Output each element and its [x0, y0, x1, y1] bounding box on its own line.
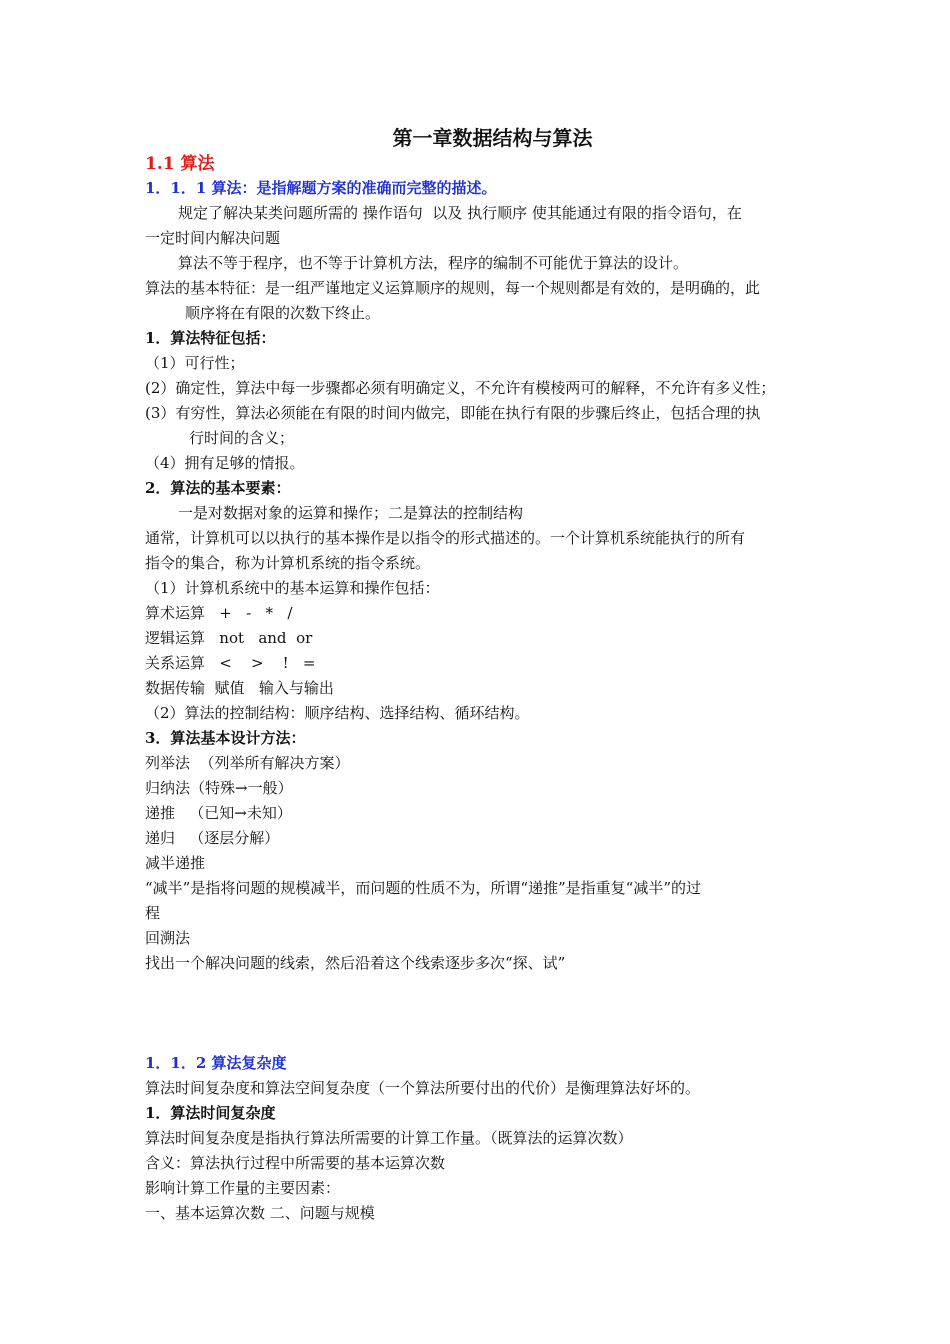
section-heading-1-1: 1.1 算法: [145, 154, 215, 174]
list-item: (3）有穷性，算法必须能在有限的时间内做完，即能在执行有限的步骤后终止，包括合理的执: [145, 404, 761, 422]
operation-line: 数据传输 赋值 输入与输出: [145, 679, 334, 697]
paragraph-line: “减半”是指将问题的规模减半，而问题的性质不为，所谓“递推”是指重复“减半”的过: [145, 879, 702, 897]
paragraph-line: 含义：算法执行过程中所需要的基本运算次数: [145, 1154, 446, 1172]
paragraph-line: 算法时间复杂度是指执行算法所需要的计算工作量。（既算法的运算次数）: [145, 1129, 633, 1147]
paragraph-line: 规定了解决某类问题所需的 操作语句 以及 执行顺序 使其能通过有限的指令语句，在: [178, 204, 742, 222]
paragraph-line: 程: [145, 904, 161, 922]
list-item: （4）拥有足够的情报。: [145, 454, 305, 472]
paragraph-line: 顺序将在有限的次数下终止。: [185, 304, 381, 322]
paragraph-line: 算法的基本特征：是一组严谨地定义运算顺序的规则，每一个规则都是有效的，是明确的，此: [145, 279, 761, 297]
design-method-line: 递推 （已知→未知）: [145, 804, 292, 822]
paragraph-line: 指令的集合，称为计算机系统的指令系统。: [145, 554, 431, 572]
operation-line: 关系运算 < > ! =: [145, 654, 316, 672]
design-method-line: 归纳法（特殊→一般）: [145, 779, 293, 797]
subsection-heading-1-1-2: 1．1．2 算法复杂度: [145, 1054, 287, 1072]
paragraph-line: （1）计算机系统中的基本运算和操作包括：: [145, 579, 440, 597]
design-method-line: 递归 （逐层分解）: [145, 829, 280, 847]
operation-line: 逻辑运算 not and or: [145, 629, 313, 647]
list-heading-design: 3．算法基本设计方法：: [145, 729, 306, 747]
chapter-title: 第一章数据结构与算法: [392, 126, 593, 150]
list-heading-features: 1．算法特征包括：: [145, 329, 276, 347]
paragraph-line: 一定时间内解决问题: [145, 229, 281, 247]
paragraph-line: 通常，计算机可以以执行的基本操作是以指令的形式描述的。一个计算机系统能执行的所有: [145, 529, 746, 547]
document-body: [145, 124, 810, 1226]
paragraph-line: 一、基本运算次数 二、问题与规模: [145, 1204, 375, 1222]
list-heading-time-complexity: 1．算法时间复杂度: [145, 1104, 276, 1122]
design-method-line: 列举法 （列举所有解决方案）: [145, 754, 350, 772]
paragraph-line: 找出一个解决问题的线索，然后沿着这个线索逐步多次“探、试”: [145, 954, 566, 972]
operation-line: 算术运算 + - * /: [145, 604, 293, 622]
paragraph-line: （2）算法的控制结构：顺序结构、选择结构、循环结构。: [145, 704, 530, 722]
paragraph-line: 影响计算工作量的主要因素：: [145, 1179, 341, 1197]
list-item: （1）可行性；: [145, 354, 245, 372]
design-method-line: 回溯法: [145, 929, 191, 947]
list-heading-elements: 2．算法的基本要素：: [145, 479, 291, 497]
list-item-continuation: 行时间的含义；: [189, 429, 295, 447]
subsection-heading-1-1-1: 1．1．1 算法：是指解题方案的准确而完整的描述。: [145, 179, 497, 197]
paragraph-line: 一是对数据对象的运算和操作；二是算法的控制结构: [178, 504, 524, 522]
design-method-line: 减半递推: [145, 854, 206, 872]
blank-space: [145, 976, 810, 1051]
list-item: (2）确定性，算法中每一步骤都必须有明确定义，不允许有模棱两可的解释，不允许有多义性；: [145, 379, 776, 397]
paragraph-line: 算法时间复杂度和算法空间复杂度（一个算法所要付出的代价）是衡理算法好坏的。: [145, 1079, 701, 1097]
paragraph-line: 算法不等于程序，也不等于计算机方法，程序的编制不可能优于算法的设计。: [178, 254, 689, 272]
